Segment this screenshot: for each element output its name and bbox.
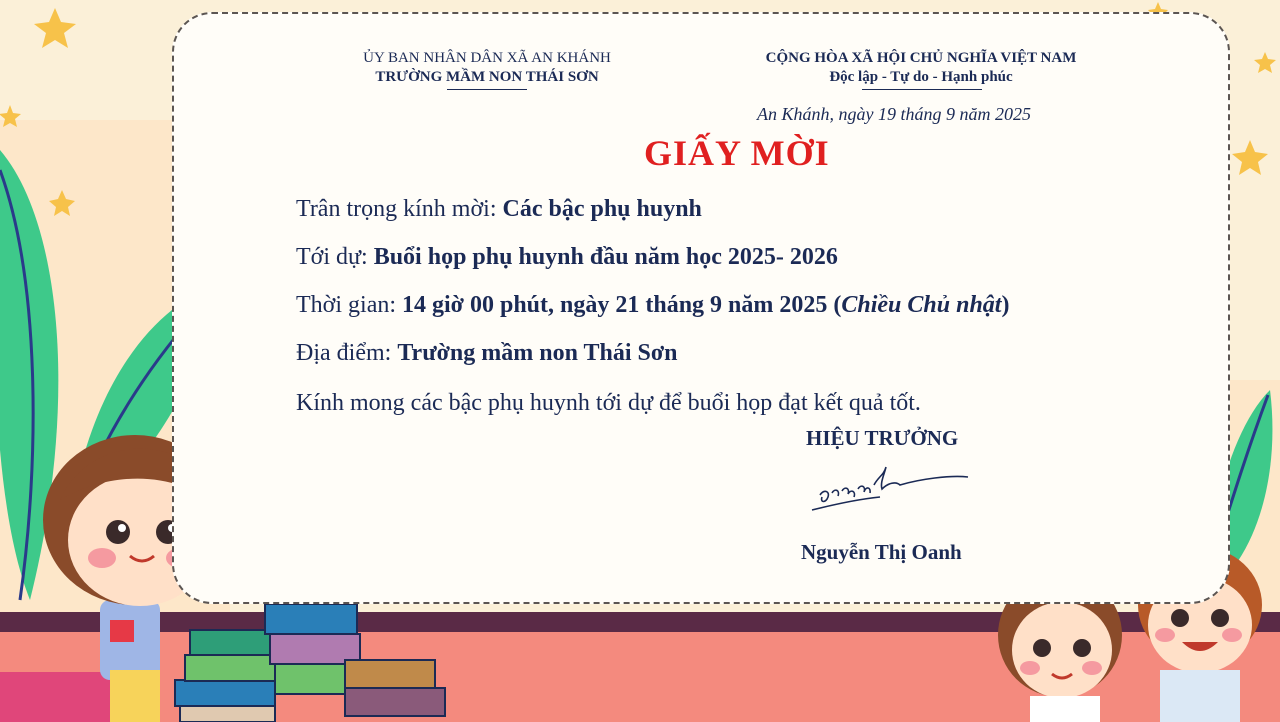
time-label: Thời gian: <box>296 292 403 318</box>
event-line <box>296 244 838 271</box>
header-right <box>740 49 1102 87</box>
page-title: GIẤY MỜI <box>644 133 830 173</box>
invite-line <box>296 196 702 223</box>
date-line: An Khánh, ngày 19 tháng 9 năm 2025 <box>757 104 1031 124</box>
time-close: ) <box>1001 292 1010 318</box>
header-left <box>352 49 622 87</box>
place-value: Trường mầm non Thái Sơn <box>397 340 678 366</box>
place-line <box>296 340 677 367</box>
time-note: Chiều Chủ nhật <box>841 292 1002 318</box>
handwritten-signature <box>800 455 980 525</box>
event-value: Buổi họp phụ huynh đầu năm học 2025- 2026 <box>373 244 838 270</box>
place-label: Địa điểm: <box>296 340 398 366</box>
invite-label: Trân trọng kính mời: <box>296 196 503 222</box>
signature-name: Nguyễn Thị Oanh <box>801 540 962 564</box>
time-value: 14 giờ 00 phút, ngày 21 tháng 9 năm 2025 ( <box>402 292 842 318</box>
invite-value: Các bậc phụ huynh <box>502 196 702 222</box>
committee-name: ỦY BAN NHÂN DÂN XÃ AN KHÁNH <box>363 50 611 66</box>
country-name: CỘNG HÒA XÃ HỘI CHỦ NGHĨA VIỆT NAM <box>765 50 1077 66</box>
motto: Độc lập - Tự do - Hạnh phúc <box>829 69 1013 85</box>
header-right-underline <box>862 89 982 90</box>
header-left-underline <box>447 89 527 90</box>
school-name: TRƯỜNG MẦM NON THÁI SƠN <box>375 69 599 85</box>
signature-role: HIỆU TRƯỞNG <box>806 426 959 450</box>
event-label: Tới dự: <box>296 244 374 270</box>
time-line <box>296 292 1009 319</box>
closing-line: Kính mong các bậc phụ huynh tới dự để buổi họp đạt kết quả tốt. <box>296 390 921 416</box>
